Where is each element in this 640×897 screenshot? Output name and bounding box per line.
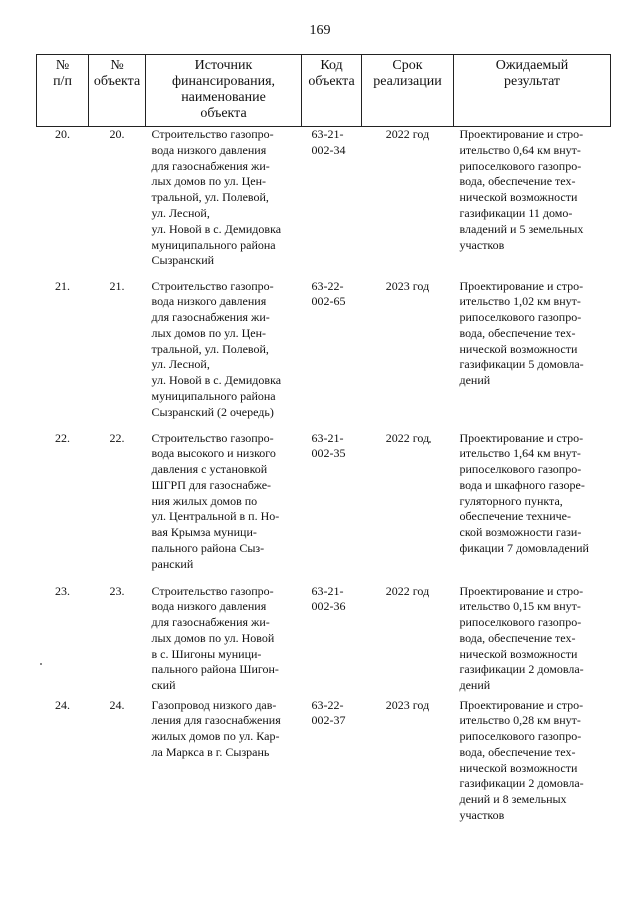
table-header-row xyxy=(37,55,611,127)
scan-speck xyxy=(429,441,431,443)
table-row xyxy=(37,584,611,698)
expected-result: Проектирование и стро- ительство 0,64 км внут- рипоселкового газопро- вода, обеспечение тех- нической возможности газификации 11 домо- владений и 5 земельных участков xyxy=(459,127,584,252)
row-number: 20. xyxy=(55,127,70,141)
table-row xyxy=(37,127,611,279)
implementation-term: 2022 год xyxy=(385,430,430,445)
scan-speck xyxy=(40,663,42,665)
implementation-term: 2023 год xyxy=(385,278,430,293)
object-code: 63-21- 002-35 xyxy=(311,430,346,461)
row-number: 22. xyxy=(55,430,70,445)
expected-result: Проектирование и стро- ительство 1,64 км внут- рипоселкового газопро- вода и шкафного газоре- гуляторного пункта, обеспечение техниче- ской возможности гази- фикации 7 домовладений xyxy=(459,430,589,556)
object-description: Строительство газопро- вода низкого давления для газоснабжения жи- лых домов по ул. Новой в с. Шигоны муници- пального района Шигон- ский xyxy=(151,583,279,693)
projects-table xyxy=(36,54,611,858)
object-description: Строительство газопро- вода высокого и низкого давления с установкой ШГРП для газоснабже- ния жилых домов по ул. Центральной в п. Но- вая Крымза муници- пального района Сыз- ранский xyxy=(151,430,280,571)
header-expected-result: Ожидаемый результат xyxy=(454,55,611,127)
implementation-term: 2023 год xyxy=(385,697,430,712)
expected-result: Проектирование и стро- ительство 1,02 км внут- рипоселкового газопро- вода, обеспечение тех- нической возможности газификации 5 домовла- дений xyxy=(459,278,584,388)
object-description: Газопровод низкого дав- ления для газоснабжения жилых домов по ул. Кар- ла Маркса в г. Сызрань xyxy=(151,697,281,759)
table-row xyxy=(37,431,611,584)
row-number: 23. xyxy=(55,583,70,598)
row-number: 24. xyxy=(55,697,70,712)
object-description: Строительство газопро- вода низкого давления для газоснабжения жи- лых домов по ул. Цен- тральной, ул. Полевой, ул. Лесной, ул. Новой в с. Демидовка муниципального района Сызранский xyxy=(151,127,282,268)
object-number: 23. xyxy=(109,583,125,598)
object-code: 63-21- 002-34 xyxy=(311,127,346,157)
row-number: 21. xyxy=(55,278,70,293)
implementation-term: 2022 год xyxy=(385,583,430,598)
header-object-number: № объекта xyxy=(89,55,146,127)
object-code: 63-22- 002-37 xyxy=(311,697,346,728)
table-row xyxy=(37,698,611,858)
object-number: 20. xyxy=(109,127,125,141)
header-funding-source: Источник финансирования, наименование объекта xyxy=(146,55,302,127)
header-term: Срок реализации xyxy=(362,55,454,127)
page-number: 169 xyxy=(309,23,331,38)
header-object-code: Код объекта xyxy=(302,55,362,127)
object-number: 22. xyxy=(109,430,125,445)
object-description: Строительство газопро- вода низкого давления для газоснабжения жи- лых домов по ул. Цен- тральной, ул. Полевой, ул. Лесной, ул. Новой в с. Демидовка муниципального района Сызранский (2 очередь) xyxy=(151,278,282,419)
expected-result: Проектирование и стро- ительство 0,15 км внут- рипоселкового газопро- вода, обеспечение тех- нической возможности газификации 2 домовла- дений xyxy=(459,583,584,693)
expected-result: Проектирование и стро- ительство 0,28 км внут- рипоселкового газопро- вода, обеспечение тех- нической возможности газификации 2 домовла- дений и 8 земельных участков xyxy=(459,697,584,823)
header-row-number: № п/п xyxy=(37,55,89,127)
implementation-term: 2022 год xyxy=(385,127,430,141)
object-number: 24. xyxy=(109,697,125,712)
object-code: 63-22- 002-65 xyxy=(311,278,346,309)
table-row xyxy=(37,279,611,431)
object-number: 21. xyxy=(109,278,125,293)
object-code: 63-21- 002-36 xyxy=(311,583,346,614)
